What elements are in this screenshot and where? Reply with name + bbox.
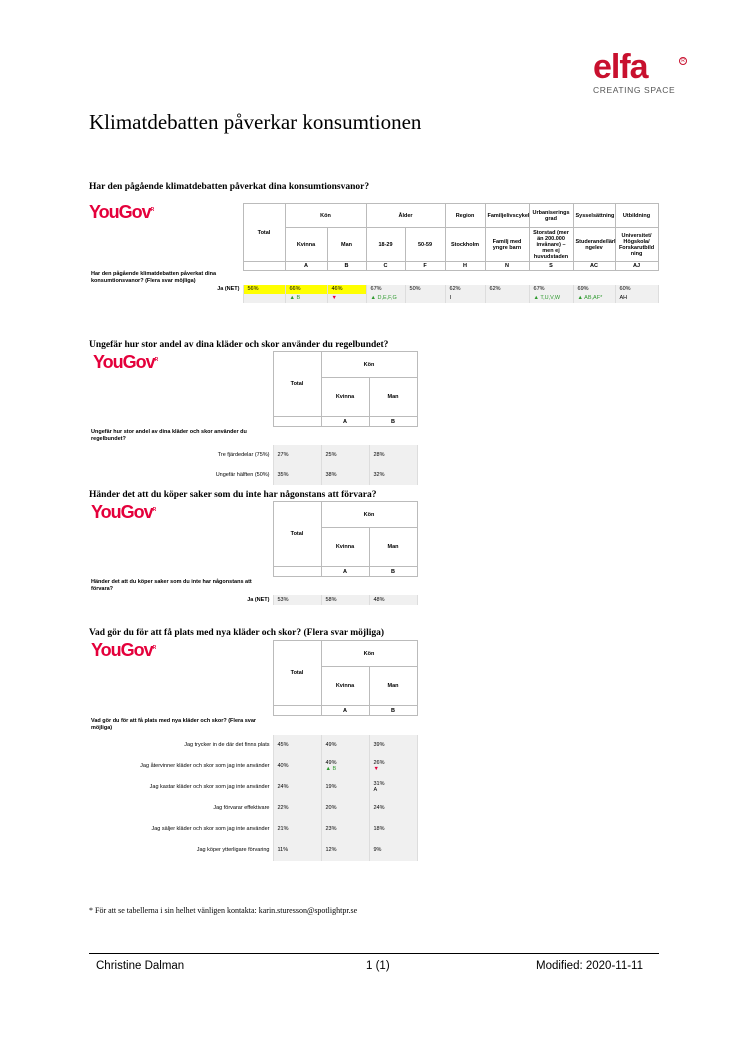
q4-cell: 24% bbox=[369, 798, 417, 819]
q3-group-kon: Kön bbox=[321, 502, 417, 528]
q4-row-label: Jag kastar kläder och skor som jag inte använder bbox=[149, 784, 270, 790]
q4-value: 31% bbox=[373, 781, 385, 787]
q2-letter: B bbox=[369, 417, 417, 427]
q1-heading: Har den pågående klimatdebatten påverkat dina konsumtionsvanor? bbox=[89, 182, 370, 192]
q3-total-header: Total bbox=[273, 502, 321, 567]
q1-col-studerande: Studerande/lärl ngelev bbox=[573, 228, 615, 262]
q4-sig: ▲ B bbox=[325, 766, 337, 772]
q3-row-label: Ja (NET) bbox=[247, 596, 270, 603]
q2-cell: 35% bbox=[273, 465, 321, 485]
q4-row-label: Jag trycker in de där det finns plats bbox=[184, 742, 270, 748]
yougov-reg: R bbox=[152, 645, 157, 651]
q4-heading: Vad gör du för att få plats med nya kläder och skor? (Flera svar möjliga) bbox=[89, 628, 385, 638]
q1-letter: AC bbox=[573, 262, 615, 271]
q1-group-syssel: Sysselsättning bbox=[573, 204, 615, 228]
footer-author: Christine Dalman bbox=[96, 960, 185, 972]
q1-group-alder: Ålder bbox=[366, 204, 445, 228]
q4-group-kon: Kön bbox=[321, 641, 417, 667]
page-title: Klimatdebatten påverkar konsumtionen bbox=[89, 110, 422, 134]
q2-col-man: Man bbox=[369, 378, 417, 417]
elfa-wordmark: elfa bbox=[593, 48, 648, 86]
q4-cell: 23% bbox=[321, 819, 369, 840]
registered-mark: R bbox=[679, 57, 687, 65]
q3-col-man: Man bbox=[369, 528, 417, 567]
q1-cell: 69% bbox=[573, 285, 615, 294]
q2-question-label: Ungefär hur stor andel av dina kläder och skor använder du regelbundet? bbox=[91, 428, 247, 442]
q4-table bbox=[89, 640, 418, 861]
q4-value: 19% bbox=[325, 784, 337, 790]
q1-letter: C bbox=[366, 262, 405, 271]
q3-cell: 48% bbox=[369, 595, 417, 605]
q1-col-kvinna: Kvinna bbox=[285, 228, 327, 262]
q1-cell: 46% bbox=[327, 285, 366, 294]
q1-sig: ▲ B bbox=[285, 294, 327, 303]
q2-row-label: Tre fjärdedelar (75%) bbox=[217, 451, 270, 458]
q1-sig: AH bbox=[615, 294, 658, 303]
footer-modified: Modified: 2020-11-11 bbox=[536, 960, 643, 972]
q2-cell: 32% bbox=[369, 465, 417, 485]
q1-col-familj: Familj med yngre barn bbox=[485, 228, 529, 262]
q1-cell: 66% bbox=[285, 285, 327, 294]
q1-letter: B bbox=[327, 262, 366, 271]
q4-col-man: Man bbox=[369, 667, 417, 706]
q4-cell bbox=[273, 756, 321, 777]
q1-group-utb: Utbildning bbox=[615, 204, 658, 228]
q3-heading: Händer det att du köper saker som du inte har någonstans att förvara? bbox=[89, 490, 377, 500]
q1-sig bbox=[405, 294, 445, 303]
q2-heading: Ungefär hur stor andel av dina kläder och skor använder du regelbundet? bbox=[89, 340, 389, 350]
q1-letter: F bbox=[405, 262, 445, 271]
q1-group-region: Region bbox=[445, 204, 485, 228]
q1-cell: 60% bbox=[615, 285, 658, 294]
q1-col-universitet: Universitet/ Högskola/ Forskarutbild ning bbox=[615, 228, 658, 262]
q1-letter: S bbox=[529, 262, 573, 271]
q2-cell: 28% bbox=[369, 445, 417, 465]
q4-total-header: Total bbox=[273, 641, 321, 706]
elfa-logo bbox=[593, 50, 693, 95]
q1-col-stockholm: Stockholm bbox=[445, 228, 485, 262]
q2-table bbox=[89, 351, 418, 485]
yougov-wordmark: YouGov bbox=[91, 502, 153, 522]
q4-value: 40% bbox=[277, 763, 289, 769]
q1-total-header: Total bbox=[243, 204, 285, 262]
q1-cell: 62% bbox=[485, 285, 529, 294]
q1-letter: AJ bbox=[615, 262, 658, 271]
q4-row-label: Jag säljer kläder och skor som jag inte använder bbox=[151, 826, 270, 832]
q4-cell: 18% bbox=[369, 819, 417, 840]
q1-cell: 67% bbox=[529, 285, 573, 294]
q3-col-kvinna: Kvinna bbox=[321, 528, 369, 567]
q2-col-kvinna: Kvinna bbox=[321, 378, 369, 417]
q2-letter: A bbox=[321, 417, 369, 427]
q4-sig: A bbox=[373, 787, 378, 793]
q2-cell: 27% bbox=[273, 445, 321, 465]
q1-sig: ▲ D,E,F,G bbox=[366, 294, 405, 303]
q4-cell: 21% bbox=[273, 819, 321, 840]
q4-col-kvinna: Kvinna bbox=[321, 667, 369, 706]
q3-table bbox=[89, 501, 418, 605]
q3-letter: A bbox=[321, 567, 369, 577]
q4-cell bbox=[369, 777, 417, 798]
q4-cell bbox=[273, 777, 321, 798]
q1-cell-total: 56% bbox=[243, 285, 285, 294]
yougov-reg: R bbox=[152, 507, 157, 513]
q4-letter: A bbox=[321, 706, 369, 716]
q2-row-label: Ungefär hälften (50%) bbox=[215, 471, 270, 478]
q3-cell: 53% bbox=[273, 595, 321, 605]
q3-question-label: Händer det att du köper saker som du inte har någonstans att förvara? bbox=[91, 578, 252, 592]
q1-cell: 67% bbox=[366, 285, 405, 294]
q1-question-label: Har den pågående klimatdebatten påverkat dina konsumtionsvanor? (Flera svar möjliga) bbox=[91, 270, 217, 284]
q1-col-50-59: 50-59 bbox=[405, 228, 445, 262]
q4-cell bbox=[369, 756, 417, 777]
yougov-wordmark: YouGov bbox=[91, 640, 153, 660]
q4-cell: 39% bbox=[369, 735, 417, 756]
yougov-reg: R bbox=[150, 207, 155, 213]
q2-group-kon: Kön bbox=[321, 352, 417, 378]
q1-sig: ▲ T,U,V,W bbox=[529, 294, 573, 303]
q4-sig: ▼ bbox=[373, 766, 379, 772]
q4-value: 24% bbox=[277, 784, 289, 790]
q4-letter: B bbox=[369, 706, 417, 716]
q1-group-kon: Kön bbox=[285, 204, 366, 228]
q1-cell: 50% bbox=[405, 285, 445, 294]
footnote: * För att se tabellerna i sin helhet vänligen kontakta: karin.sturesson@spotlightpr.se bbox=[89, 906, 358, 915]
q2-cell: 38% bbox=[321, 465, 369, 485]
q1-table bbox=[89, 203, 659, 303]
yougov-wordmark: YouGov bbox=[93, 352, 155, 372]
q1-col-storstad: Storstad (mer än 200.000 invånare) – men ej huvudstaden bbox=[529, 228, 573, 262]
q4-cell bbox=[321, 777, 369, 798]
q1-col-man: Man bbox=[327, 228, 366, 262]
q4-row-label: Jag köper ytterligare förvaring bbox=[196, 847, 270, 853]
yougov-wordmark: YouGov bbox=[89, 202, 151, 222]
footer-page: 1 (1) bbox=[366, 960, 390, 972]
yougov-reg: R bbox=[154, 357, 159, 363]
q1-sig bbox=[243, 294, 285, 303]
q3-cell: 58% bbox=[321, 595, 369, 605]
q1-sig: ▲ AB,AF* bbox=[573, 294, 615, 303]
q4-cell: 22% bbox=[273, 798, 321, 819]
q4-value: 49% bbox=[325, 760, 337, 766]
q4-cell: 20% bbox=[321, 798, 369, 819]
q4-value: 26% bbox=[373, 760, 385, 766]
q3-letter: B bbox=[369, 567, 417, 577]
q4-cell: 45% bbox=[273, 735, 321, 756]
q4-cell: 12% bbox=[321, 840, 369, 861]
q4-question-label: Vad gör du för att få plats med nya kläder och skor? (Flera svar möjliga) bbox=[91, 718, 257, 731]
q4-row-label: Jag återvinner kläder och skor som jag inte använder bbox=[140, 763, 270, 769]
q1-row-label: Ja (NET) bbox=[217, 286, 240, 292]
q2-cell: 25% bbox=[321, 445, 369, 465]
q1-cell: 62% bbox=[445, 285, 485, 294]
q4-cell: 11% bbox=[273, 840, 321, 861]
q4-cell: 49% bbox=[321, 735, 369, 756]
q1-sig: ▼ bbox=[327, 294, 366, 303]
q1-letter: H bbox=[445, 262, 485, 271]
q1-sig bbox=[485, 294, 529, 303]
q4-cell bbox=[321, 756, 369, 777]
q2-total-header: Total bbox=[273, 352, 321, 417]
q1-group-urban: Urbaniserings grad bbox=[529, 204, 573, 228]
q1-group-familj: Familjelivscykel bbox=[485, 204, 529, 228]
q1-letter: N bbox=[485, 262, 529, 271]
q4-row-label: Jag förvarar effektivare bbox=[213, 805, 270, 811]
q1-sig: I bbox=[445, 294, 485, 303]
footer-divider bbox=[89, 953, 659, 954]
q1-letter: A bbox=[285, 262, 327, 271]
q4-cell: 9% bbox=[369, 840, 417, 861]
q1-col-18-29: 18-29 bbox=[366, 228, 405, 262]
elfa-tagline: CREATING SPACE bbox=[593, 85, 676, 95]
